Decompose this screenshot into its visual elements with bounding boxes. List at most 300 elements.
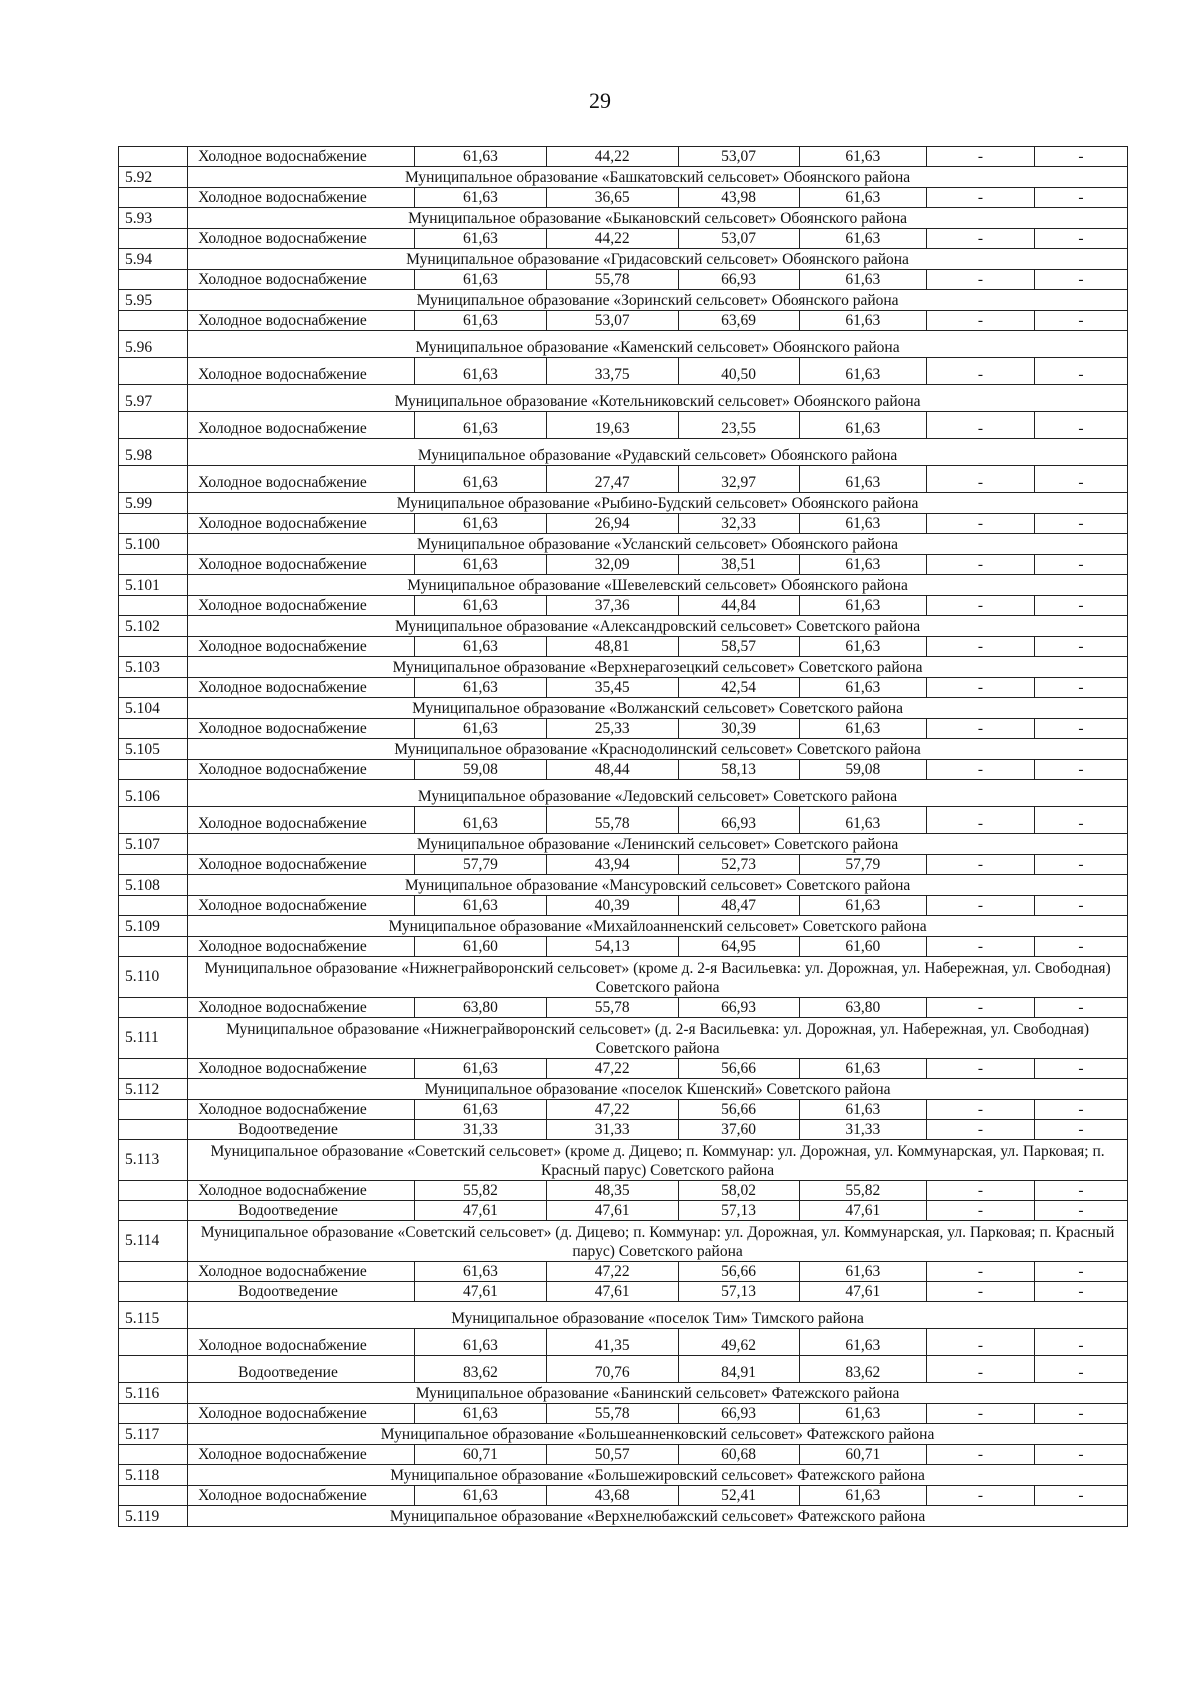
table-row	[119, 466, 1128, 493]
tariff-value-cell: 38,51	[678, 555, 799, 575]
section-code: 5.106	[119, 780, 188, 807]
table-row	[119, 1262, 1128, 1282]
tariff-value-cell: -	[927, 678, 1035, 698]
tariff-value-cell: 59,08	[799, 760, 926, 780]
service-label: Холодное водоснабжение	[188, 760, 415, 780]
tariff-value-cell: 61,63	[799, 270, 926, 290]
section-title: Муниципальное образование «Советский сельсовет» (д. Дицево; п. Коммунар: ул. Дорожная, ул. Коммунарская, ул. Парковая; п. Красный парус) Советского района	[188, 1221, 1128, 1262]
tariff-value-cell: 61,63	[799, 1404, 926, 1424]
section-title: Муниципальное образование «Банинский сельсовет» Фатежского района	[188, 1383, 1128, 1404]
service-label: Холодное водоснабжение	[188, 1445, 415, 1465]
service-label: Холодное водоснабжение	[188, 270, 415, 290]
tariff-value-cell: 25,33	[546, 719, 678, 739]
section-title: Муниципальное образование «Волжанский сельсовет» Советского района	[188, 698, 1128, 719]
section-code: 5.117	[119, 1424, 188, 1445]
tariff-value-cell: 61,63	[799, 412, 926, 439]
table-row	[119, 412, 1128, 439]
tariff-value-cell: -	[1035, 1181, 1128, 1201]
table-row	[119, 678, 1128, 698]
service-label: Холодное водоснабжение	[188, 637, 415, 657]
section-code: 5.95	[119, 290, 188, 311]
tariff-value-cell: -	[1035, 188, 1128, 208]
empty-code-cell	[119, 229, 188, 249]
tariff-value-cell: 61,63	[414, 1404, 546, 1424]
tariff-value-cell: 61,63	[414, 678, 546, 698]
tariff-value-cell: 83,62	[414, 1356, 546, 1383]
tariff-value-cell: 61,63	[799, 1100, 926, 1120]
empty-code-cell	[119, 719, 188, 739]
tariff-value-cell: 66,93	[678, 1404, 799, 1424]
tariff-value-cell: -	[927, 719, 1035, 739]
section-title: Муниципальное образование «Зоринский сельсовет» Обоянского района	[188, 290, 1128, 311]
empty-code-cell	[119, 760, 188, 780]
section-title: Муниципальное образование «Краснодолинский сельсовет» Советского района	[188, 739, 1128, 760]
tariff-value-cell: -	[1035, 760, 1128, 780]
tariff-value-cell: 54,13	[546, 937, 678, 957]
tariff-value-cell: 63,80	[414, 998, 546, 1018]
tariff-value-cell: 47,61	[546, 1282, 678, 1302]
tariff-value-cell: -	[1035, 1445, 1128, 1465]
section-code: 5.101	[119, 575, 188, 596]
tariff-value-cell: 55,78	[546, 270, 678, 290]
tariff-value-cell: 61,63	[799, 514, 926, 534]
tariff-value-cell: 61,63	[799, 311, 926, 331]
section-header-row	[119, 493, 1128, 514]
empty-code-cell	[119, 1120, 188, 1140]
tariff-value-cell: 60,71	[414, 1445, 546, 1465]
tariff-value-cell: 47,22	[546, 1059, 678, 1079]
section-code: 5.102	[119, 616, 188, 637]
tariff-table	[118, 146, 1128, 1527]
tariff-value-cell: 32,33	[678, 514, 799, 534]
service-label: Холодное водоснабжение	[188, 358, 415, 385]
tariff-value-cell: -	[1035, 998, 1128, 1018]
tariff-value-cell: -	[927, 514, 1035, 534]
tariff-value-cell: 30,39	[678, 719, 799, 739]
section-header-row	[119, 657, 1128, 678]
tariff-value-cell: -	[1035, 1329, 1128, 1356]
tariff-value-cell: -	[927, 412, 1035, 439]
section-header-row	[119, 916, 1128, 937]
tariff-value-cell: 61,63	[414, 514, 546, 534]
service-label: Холодное водоснабжение	[188, 412, 415, 439]
section-code: 5.116	[119, 1383, 188, 1404]
tariff-value-cell: 37,36	[546, 596, 678, 616]
tariff-value-cell: -	[1035, 678, 1128, 698]
section-header-row	[119, 439, 1128, 466]
section-code: 5.99	[119, 493, 188, 514]
section-title: Муниципальное образование «Мансуровский сельсовет» Советского района	[188, 875, 1128, 896]
section-title: Муниципальное образование «Каменский сельсовет» Обоянского района	[188, 331, 1128, 358]
tariff-value-cell: 32,97	[678, 466, 799, 493]
tariff-value-cell: 33,75	[546, 358, 678, 385]
table-row	[119, 1356, 1128, 1383]
tariff-value-cell: 61,63	[799, 678, 926, 698]
tariff-value-cell: 61,63	[414, 229, 546, 249]
tariff-value-cell: 47,61	[414, 1201, 546, 1221]
empty-code-cell	[119, 412, 188, 439]
tariff-value-cell: 66,93	[678, 270, 799, 290]
tariff-value-cell: -	[1035, 555, 1128, 575]
tariff-value-cell: 23,55	[678, 412, 799, 439]
tariff-value-cell: -	[927, 637, 1035, 657]
tariff-value-cell: 61,63	[414, 637, 546, 657]
empty-code-cell	[119, 311, 188, 331]
tariff-value-cell: 59,08	[414, 760, 546, 780]
table-row	[119, 1486, 1128, 1506]
service-label: Холодное водоснабжение	[188, 1181, 415, 1201]
tariff-value-cell: -	[927, 998, 1035, 1018]
tariff-value-cell: 61,63	[414, 596, 546, 616]
tariff-value-cell: 61,63	[799, 555, 926, 575]
tariff-value-cell: -	[927, 596, 1035, 616]
table-row	[119, 1329, 1128, 1356]
section-title: Муниципальное образование «Нижнеграйворонский сельсовет» (кроме д. 2-я Васильевка: ул. Дорожная, ул. Набережная, ул. Свободная) Советского района	[188, 957, 1128, 998]
tariff-value-cell: 35,45	[546, 678, 678, 698]
section-code: 5.103	[119, 657, 188, 678]
tariff-value-cell: 27,47	[546, 466, 678, 493]
tariff-value-cell: -	[1035, 937, 1128, 957]
empty-code-cell	[119, 637, 188, 657]
tariff-value-cell: 61,63	[414, 311, 546, 331]
table-row	[119, 637, 1128, 657]
tariff-value-cell: -	[1035, 147, 1128, 167]
empty-code-cell	[119, 1356, 188, 1383]
empty-code-cell	[119, 855, 188, 875]
empty-code-cell	[119, 147, 188, 167]
table-row	[119, 807, 1128, 834]
tariff-value-cell: -	[927, 1100, 1035, 1120]
section-title: Муниципальное образование «Большеанненковский сельсовет» Фатежского района	[188, 1424, 1128, 1445]
section-header-row	[119, 1302, 1128, 1329]
service-label: Водоотведение	[188, 1201, 415, 1221]
tariff-value-cell: -	[1035, 1282, 1128, 1302]
tariff-value-cell: -	[1035, 1262, 1128, 1282]
section-title: Муниципальное образование «поселок Кшенский» Советского района	[188, 1079, 1128, 1100]
tariff-value-cell: 48,47	[678, 896, 799, 916]
section-code: 5.94	[119, 249, 188, 270]
tariff-value-cell: 48,35	[546, 1181, 678, 1201]
tariff-value-cell: 36,65	[546, 188, 678, 208]
section-code: 5.111	[119, 1018, 188, 1059]
service-label: Холодное водоснабжение	[188, 1329, 415, 1356]
tariff-value-cell: 31,33	[546, 1120, 678, 1140]
table-row	[119, 1100, 1128, 1120]
table-row	[119, 555, 1128, 575]
section-header-row	[119, 1221, 1128, 1262]
tariff-value-cell: 57,79	[799, 855, 926, 875]
tariff-value-cell: -	[927, 466, 1035, 493]
tariff-value-cell: -	[927, 760, 1035, 780]
tariff-value-cell: 61,63	[799, 1262, 926, 1282]
tariff-value-cell: -	[927, 896, 1035, 916]
section-title: Муниципальное образование «Башкатовский сельсовет» Обоянского района	[188, 167, 1128, 188]
tariff-value-cell: 61,63	[799, 1329, 926, 1356]
table-row	[119, 1201, 1128, 1221]
service-label: Холодное водоснабжение	[188, 514, 415, 534]
tariff-value-cell: -	[1035, 1100, 1128, 1120]
service-label: Холодное водоснабжение	[188, 188, 415, 208]
service-label: Холодное водоснабжение	[188, 937, 415, 957]
empty-code-cell	[119, 678, 188, 698]
empty-code-cell	[119, 937, 188, 957]
empty-code-cell	[119, 807, 188, 834]
tariff-value-cell: 53,07	[678, 147, 799, 167]
section-header-row	[119, 534, 1128, 555]
empty-code-cell	[119, 188, 188, 208]
tariff-value-cell: 55,82	[799, 1181, 926, 1201]
tariff-value-cell: 52,41	[678, 1486, 799, 1506]
tariff-value-cell: -	[1035, 1486, 1128, 1506]
empty-code-cell	[119, 1059, 188, 1079]
tariff-value-cell: -	[1035, 719, 1128, 739]
service-label: Холодное водоснабжение	[188, 678, 415, 698]
empty-code-cell	[119, 1262, 188, 1282]
tariff-value-cell: 61,63	[414, 147, 546, 167]
tariff-value-cell: -	[1035, 855, 1128, 875]
tariff-value-cell: -	[1035, 311, 1128, 331]
table-row	[119, 1120, 1128, 1140]
tariff-value-cell: 61,63	[799, 188, 926, 208]
table-row	[119, 719, 1128, 739]
section-header-row	[119, 698, 1128, 719]
section-code: 5.107	[119, 834, 188, 855]
tariff-value-cell: 84,91	[678, 1356, 799, 1383]
tariff-value-cell: 56,66	[678, 1262, 799, 1282]
tariff-value-cell: -	[927, 555, 1035, 575]
section-header-row	[119, 1465, 1128, 1486]
table-row	[119, 937, 1128, 957]
tariff-value-cell: 53,07	[678, 229, 799, 249]
tariff-value-cell: 61,63	[414, 1262, 546, 1282]
service-label: Холодное водоснабжение	[188, 596, 415, 616]
section-header-row	[119, 575, 1128, 596]
section-header-row	[119, 616, 1128, 637]
tariff-value-cell: 32,09	[546, 555, 678, 575]
tariff-value-cell: -	[1035, 466, 1128, 493]
empty-code-cell	[119, 1100, 188, 1120]
tariff-value-cell: 64,95	[678, 937, 799, 957]
page-number: 29	[589, 88, 611, 113]
tariff-value-cell: -	[927, 270, 1035, 290]
section-header-row	[119, 1018, 1128, 1059]
table-row	[119, 1282, 1128, 1302]
tariff-value-cell: 43,68	[546, 1486, 678, 1506]
tariff-value-cell: 61,63	[414, 358, 546, 385]
section-title: Муниципальное образование «Большежировский сельсовет» Фатежского района	[188, 1465, 1128, 1486]
service-label: Холодное водоснабжение	[188, 229, 415, 249]
section-title: Муниципальное образование «Усланский сельсовет» Обоянского района	[188, 534, 1128, 555]
tariff-value-cell: 61,63	[799, 229, 926, 249]
tariff-value-cell: -	[927, 188, 1035, 208]
tariff-value-cell: 61,63	[414, 555, 546, 575]
tariff-value-cell: 61,63	[414, 1329, 546, 1356]
section-code: 5.119	[119, 1506, 188, 1527]
tariff-value-cell: 61,63	[414, 807, 546, 834]
tariff-value-cell: 57,79	[414, 855, 546, 875]
section-title: Муниципальное образование «Рудавский сельсовет» Обоянского района	[188, 439, 1128, 466]
tariff-value-cell: -	[1035, 1404, 1128, 1424]
tariff-value-cell: 31,33	[414, 1120, 546, 1140]
section-code: 5.96	[119, 331, 188, 358]
tariff-value-cell: 19,63	[546, 412, 678, 439]
service-label: Холодное водоснабжение	[188, 555, 415, 575]
section-header-row	[119, 167, 1128, 188]
section-code: 5.105	[119, 739, 188, 760]
section-title: Муниципальное образование «Ледовский сельсовет» Советского района	[188, 780, 1128, 807]
section-header-row	[119, 780, 1128, 807]
service-label: Холодное водоснабжение	[188, 1100, 415, 1120]
tariff-value-cell: 56,66	[678, 1100, 799, 1120]
empty-code-cell	[119, 1404, 188, 1424]
tariff-value-cell: -	[1035, 358, 1128, 385]
empty-code-cell	[119, 998, 188, 1018]
table-row	[119, 760, 1128, 780]
tariff-value-cell: 40,50	[678, 358, 799, 385]
section-code: 5.118	[119, 1465, 188, 1486]
section-title: Муниципальное образование «Рыбино-Будский сельсовет» Обоянского района	[188, 493, 1128, 514]
tariff-value-cell: -	[927, 1356, 1035, 1383]
tariff-value-cell: 58,02	[678, 1181, 799, 1201]
table-row	[119, 188, 1128, 208]
table-row	[119, 1404, 1128, 1424]
tariff-value-cell: 47,22	[546, 1262, 678, 1282]
tariff-value-cell: 60,68	[678, 1445, 799, 1465]
service-label: Холодное водоснабжение	[188, 466, 415, 493]
tariff-value-cell: 55,78	[546, 998, 678, 1018]
section-header-row	[119, 1140, 1128, 1181]
tariff-value-cell: 61,63	[799, 596, 926, 616]
tariff-value-cell: -	[927, 1404, 1035, 1424]
section-header-row	[119, 1079, 1128, 1100]
tariff-value-cell: 61,63	[799, 896, 926, 916]
tariff-value-cell: -	[927, 1445, 1035, 1465]
tariff-value-cell: 49,62	[678, 1329, 799, 1356]
empty-code-cell	[119, 1329, 188, 1356]
tariff-value-cell: 83,62	[799, 1356, 926, 1383]
section-title: Муниципальное образование «Михайлоанненский сельсовет» Советского района	[188, 916, 1128, 937]
table-row	[119, 896, 1128, 916]
tariff-value-cell: -	[927, 937, 1035, 957]
service-label: Водоотведение	[188, 1282, 415, 1302]
tariff-value-cell: 61,63	[799, 1059, 926, 1079]
table-row	[119, 998, 1128, 1018]
section-title: Муниципальное образование «Верхнерагозецкий сельсовет» Советского района	[188, 657, 1128, 678]
tariff-value-cell: -	[1035, 270, 1128, 290]
empty-code-cell	[119, 1181, 188, 1201]
service-label: Водоотведение	[188, 1120, 415, 1140]
section-header-row	[119, 331, 1128, 358]
service-label: Холодное водоснабжение	[188, 147, 415, 167]
section-code: 5.93	[119, 208, 188, 229]
section-code: 5.100	[119, 534, 188, 555]
tariff-value-cell: 43,94	[546, 855, 678, 875]
section-title: Муниципальное образование «Александровский сельсовет» Советского района	[188, 616, 1128, 637]
tariff-value-cell: 40,39	[546, 896, 678, 916]
section-code: 5.114	[119, 1221, 188, 1262]
tariff-value-cell: -	[927, 1059, 1035, 1079]
section-header-row	[119, 834, 1128, 855]
tariff-value-cell: 55,78	[546, 1404, 678, 1424]
section-header-row	[119, 1383, 1128, 1404]
tariff-value-cell: -	[927, 1486, 1035, 1506]
tariff-value-cell: 57,13	[678, 1201, 799, 1221]
section-code: 5.97	[119, 385, 188, 412]
tariff-value-cell: 52,73	[678, 855, 799, 875]
section-title: Муниципальное образование «Советский сельсовет» (кроме д. Дицево; п. Коммунар: ул. Дорожная, ул. Коммунарская, ул. Парковая; п. Красный парус) Советского района	[188, 1140, 1128, 1181]
section-title: Муниципальное образование «Быкановский сельсовет» Обоянского района	[188, 208, 1128, 229]
tariff-value-cell: 58,57	[678, 637, 799, 657]
tariff-value-cell: -	[1035, 1059, 1128, 1079]
section-code: 5.113	[119, 1140, 188, 1181]
section-code: 5.115	[119, 1302, 188, 1329]
tariff-value-cell: -	[1035, 412, 1128, 439]
tariff-value-cell: 57,13	[678, 1282, 799, 1302]
empty-code-cell	[119, 1282, 188, 1302]
tariff-value-cell: 58,13	[678, 760, 799, 780]
tariff-value-cell: 61,63	[414, 1059, 546, 1079]
section-code: 5.92	[119, 167, 188, 188]
tariff-value-cell: 44,22	[546, 229, 678, 249]
tariff-value-cell: -	[1035, 514, 1128, 534]
tariff-value-cell: -	[927, 1201, 1035, 1221]
tariff-value-cell: 61,63	[414, 896, 546, 916]
empty-code-cell	[119, 1201, 188, 1221]
section-header-row	[119, 385, 1128, 412]
service-label: Холодное водоснабжение	[188, 311, 415, 331]
section-code: 5.109	[119, 916, 188, 937]
tariff-value-cell: 47,61	[799, 1201, 926, 1221]
tariff-value-cell: 61,63	[799, 1486, 926, 1506]
table-row	[119, 229, 1128, 249]
section-title: Муниципальное образование «Ленинский сельсовет» Советского района	[188, 834, 1128, 855]
tariff-value-cell: 61,63	[799, 807, 926, 834]
tariff-value-cell: 50,57	[546, 1445, 678, 1465]
tariff-value-cell: 61,60	[799, 937, 926, 957]
section-title: Муниципальное образование «поселок Тим» Тимского района	[188, 1302, 1128, 1329]
service-label: Холодное водоснабжение	[188, 998, 415, 1018]
tariff-value-cell: 61,60	[414, 937, 546, 957]
section-code: 5.110	[119, 957, 188, 998]
tariff-value-cell: 56,66	[678, 1059, 799, 1079]
section-header-row	[119, 739, 1128, 760]
table-row	[119, 1059, 1128, 1079]
tariff-value-cell: -	[1035, 1201, 1128, 1221]
service-label: Холодное водоснабжение	[188, 855, 415, 875]
empty-code-cell	[119, 1445, 188, 1465]
tariff-value-cell: 31,33	[799, 1120, 926, 1140]
section-title: Муниципальное образование «Гридасовский сельсовет» Обоянского района	[188, 249, 1128, 270]
table-row	[119, 311, 1128, 331]
tariff-value-cell: 41,35	[546, 1329, 678, 1356]
section-code: 5.104	[119, 698, 188, 719]
tariff-value-cell: 48,44	[546, 760, 678, 780]
empty-code-cell	[119, 270, 188, 290]
tariff-value-cell: 61,63	[799, 637, 926, 657]
section-header-row	[119, 957, 1128, 998]
section-title: Муниципальное образование «Шевелевский сельсовет» Обоянского района	[188, 575, 1128, 596]
empty-code-cell	[119, 555, 188, 575]
section-header-row	[119, 290, 1128, 311]
section-header-row	[119, 208, 1128, 229]
tariff-value-cell: 61,63	[414, 270, 546, 290]
empty-code-cell	[119, 358, 188, 385]
service-label: Холодное водоснабжение	[188, 1059, 415, 1079]
tariff-value-cell: -	[1035, 896, 1128, 916]
tariff-value-cell: 61,63	[414, 412, 546, 439]
service-label: Холодное водоснабжение	[188, 1486, 415, 1506]
tariff-value-cell: 26,94	[546, 514, 678, 534]
